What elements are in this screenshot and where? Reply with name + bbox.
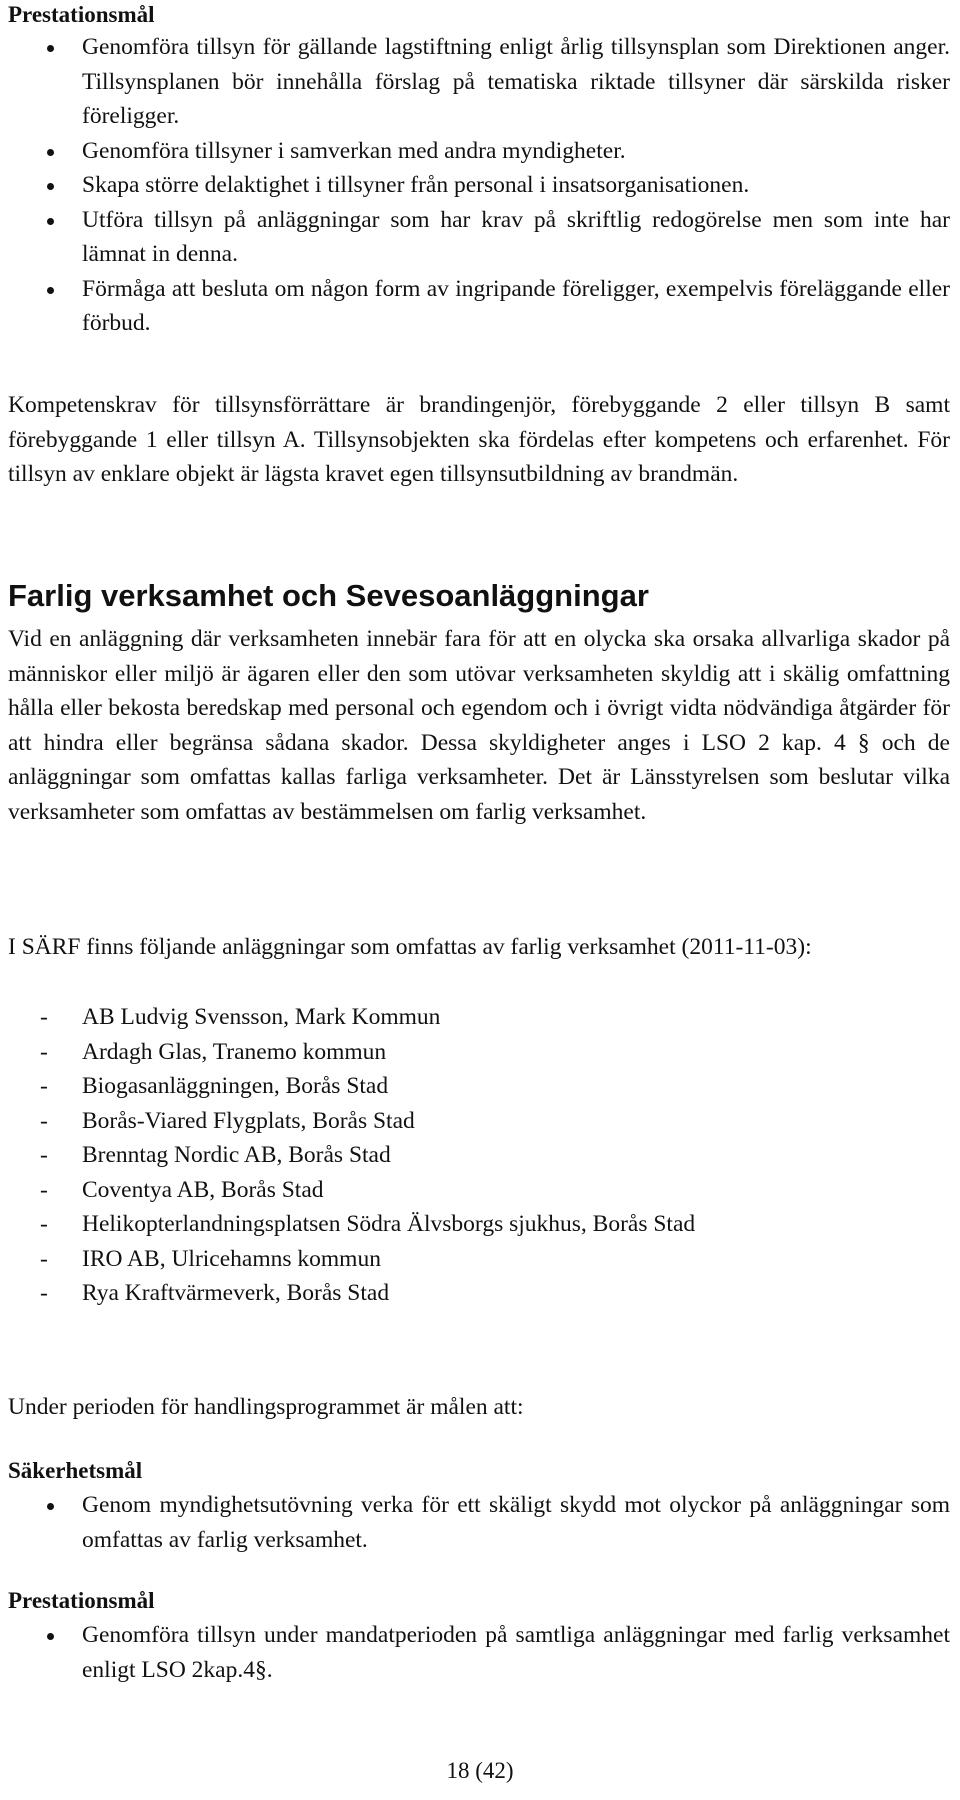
bullet-item: Utföra tillsyn på anläggningar som har krav på skriftlig redogörelse men som inte har lämnat in denna.	[0, 203, 950, 272]
list-item: - Ardagh Glas, Tranemo kommun	[0, 1035, 950, 1070]
list-item: - Brenntag Nordic AB, Borås Stad	[0, 1138, 950, 1173]
safety-bullet-list	[0, 1488, 950, 1557]
bullet-item: Genomföra tillsyn för gällande lagstiftning enligt årlig tillsynsplan som Direktionen anger. Tillsynsplanen bör innehålla förslag på tematiska riktade tillsyner där särskilda risker föreligger.	[0, 30, 950, 134]
dash-marker: -	[40, 1107, 48, 1134]
dash-marker: -	[40, 1176, 48, 1203]
list-item: - Borås-Viared Flygplats, Borås Stad	[0, 1104, 950, 1139]
list-item: - AB Ludvig Svensson, Mark Kommun	[0, 1000, 950, 1035]
facilities-list	[0, 1000, 950, 1311]
bullet-icon	[47, 183, 54, 190]
performance-bullet-list	[0, 1618, 950, 1687]
prestationsmal-bullet-list	[0, 30, 950, 341]
dash-marker: -	[40, 1038, 48, 1065]
bullet-icon	[47, 218, 54, 225]
dash-marker: -	[40, 1245, 48, 1272]
dash-marker: -	[40, 1280, 48, 1306]
bullet-item: Förmåga att besluta om någon form av ingripande föreligger, exempelvis föreläggande eller förbud.	[0, 272, 950, 341]
page-number: 18 (42)	[446, 1758, 514, 1783]
list-item: - Rya Kraftvärmeverk, Borås Stad	[0, 1276, 950, 1311]
bullet-item: Genomföra tillsyn under mandatperioden på samtliga anläggningar med farlig verksamhet enligt LSO 2kap.4§.	[0, 1618, 950, 1687]
subheading-prestationsmal: Prestationsmål	[8, 2, 155, 27]
list-item: - Biogasanläggningen, Borås Stad	[0, 1069, 950, 1104]
subheading-sakerhetsmal: Säkerhetsmål	[8, 1458, 143, 1483]
bullet-icon	[47, 1503, 54, 1510]
bullet-item: Genom myndighetsutövning verka för ett skäligt skydd mot olyckor på anläggningar som omfattas av farlig verksamhet.	[0, 1488, 950, 1557]
hazardous-activity-paragraph: Vid en anläggning där verksamheten innebär fara för att en olycka ska orsaka allvarliga skador på människor eller miljö är ägaren eller den som utövar verksamheten skyldig att i skälig omfattning hålla eller bekosta beredskap med personal och egendom och i övrigt vidta nödvändiga åtgärder för att hindra eller begränsa sådana skador. Dessa skyldigheter anges i LSO 2 kap. 4 § och de anläggningar som omfattas kallas farliga verksamheter. Det är Länsstyrelsen som beslutar vilka verksamheter som omfattas av bestämmelsen om farlig verksamhet.	[8, 626, 950, 825]
list-item: - IRO AB, Ulricehamns kommun	[0, 1242, 950, 1277]
bullet-icon	[47, 1633, 54, 1640]
list-item: - Coventya AB, Borås Stad	[0, 1173, 950, 1208]
bullet-icon	[47, 287, 54, 294]
dash-marker: -	[40, 1142, 48, 1168]
dash-marker: -	[40, 1004, 48, 1030]
facilities-intro: I SÄRF finns följande anläggningar som omfattas av farlig verksamhet (2011-11-03):	[8, 934, 812, 960]
section-heading: Farlig verksamhet och Sevesoanläggningar	[8, 578, 649, 613]
subheading-prestationsmal-2: Prestationsmål	[8, 1588, 155, 1613]
competence-paragraph: Kompetenskrav för tillsynsförrättare är brandingenjör, förebyggande 2 eller tillsyn B samt förebyggande 1 eller tillsyn A. Tillsynsobjekten ska fördelas efter kompetens och erfarenhet. För tillsyn av enklare objekt är lägsta kravet egen tillsynsutbildning av brandmän.	[8, 392, 950, 487]
goals-intro: Under perioden för handlingsprogrammet är målen att:	[8, 1394, 524, 1420]
bullet-item: Genomföra tillsyner i samverkan med andra myndigheter.	[0, 134, 950, 169]
dash-marker: -	[40, 1073, 48, 1099]
dash-marker: -	[40, 1211, 48, 1237]
list-item: - Helikopterlandningsplatsen Södra Älvsborgs sjukhus, Borås Stad	[0, 1207, 950, 1242]
bullet-icon	[47, 149, 54, 156]
bullet-icon	[47, 45, 54, 52]
bullet-item: Skapa större delaktighet i tillsyner från personal i insatsorganisationen.	[0, 168, 950, 203]
